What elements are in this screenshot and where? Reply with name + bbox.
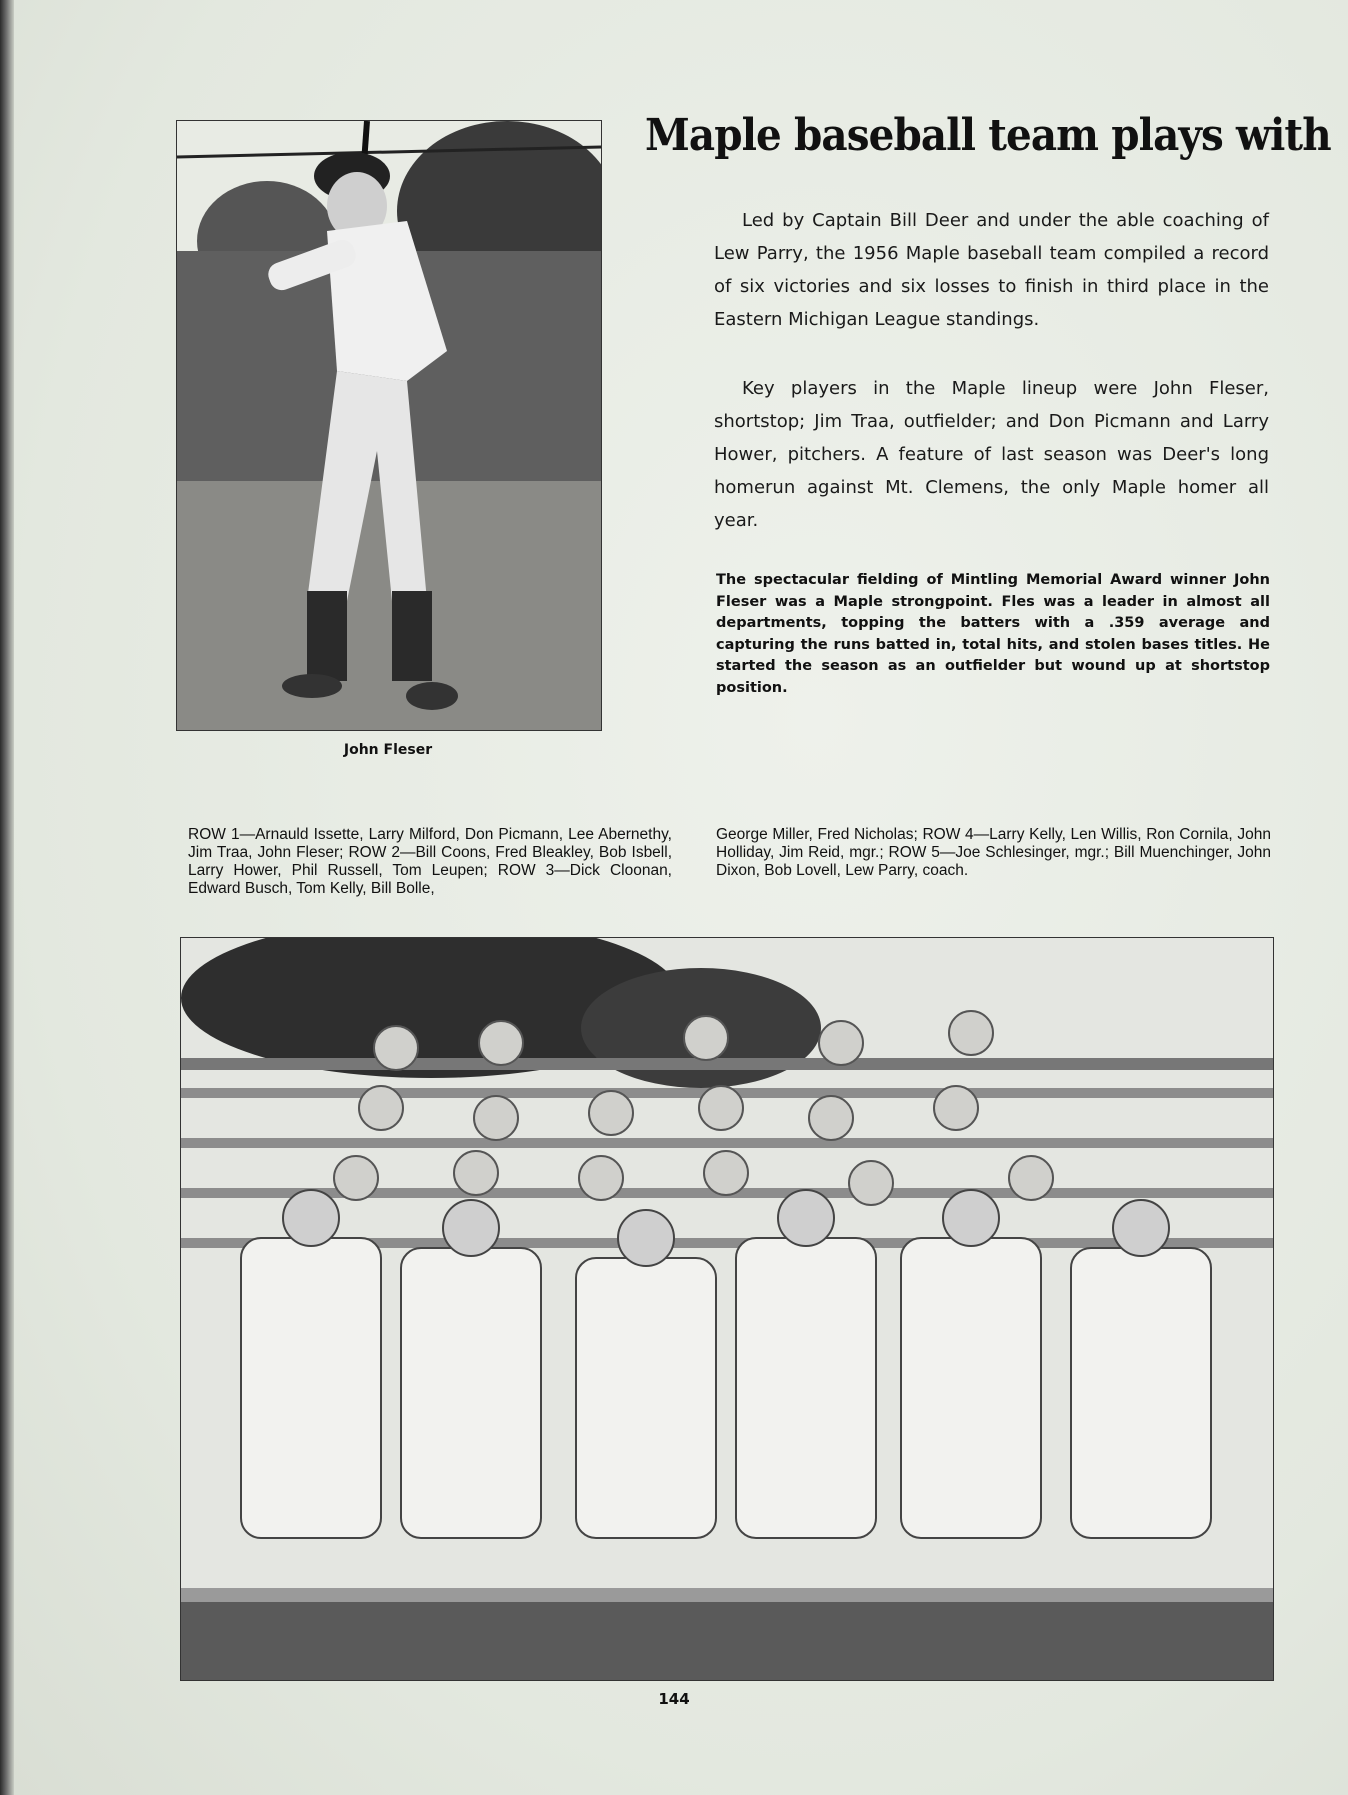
book-binding-edge — [0, 0, 14, 1795]
roster-caption-right: George Miller, Fred Nicholas; ROW 4—Larry Kelly, Len Willis, Ron Cornila, John Holliday, Jim Reid, mgr.; ROW 5—Joe Schlesinger, mgr.; Bill Muenchinger, John Dixon, Bob Lovell, Lew Parry, coach. — [716, 826, 1271, 879]
page-number: 144 — [658, 1690, 690, 1708]
player-photo — [176, 120, 602, 731]
batter-illustration — [177, 121, 601, 730]
page-headline: Maple baseball team plays with — [645, 110, 1331, 161]
team-photo — [180, 937, 1274, 1681]
team-illustration — [181, 938, 1273, 1680]
feature-caption: The spectacular fielding of Mintling Memorial Award winner John Fleser was a Maple strongpoint. Fles was a leader in almost all departments, topping the batters with a .359 average and capturing the runs batted in, total hits, and stolen bases titles. He started the season as an outfielder but wound up at shortstop position. — [716, 572, 1270, 696]
roster-caption-left: ROW 1—Arnauld Issette, Larry Milford, Don Picmann, Lee Abernethy, Jim Traa, John Fleser; ROW 2—Bill Coons, Fred Bleakley, Bob Isbell, Larry Hower, Phil Russell, Tom Leupen; ROW 3—Dick Cloonan, Edward Busch, Tom Kelly, Bill Bolle, — [188, 826, 672, 897]
body-paragraph-1: Led by Captain Bill Deer and under the able coaching of Lew Parry, the 1956 Maple baseball team compiled a record of six victories and six losses to finish in third place in the Eastern Michigan League standings. — [714, 210, 1269, 330]
body-paragraph-2: Key players in the Maple lineup were John Fleser, shortstop; Jim Traa, outfielder; and Don Picmann and Larry Hower, pitchers. A feature of last season was Deer's long homerun against Mt. Clemens, the only Maple homer all year. — [714, 378, 1269, 531]
player-photo-label: John Fleser — [343, 742, 433, 758]
